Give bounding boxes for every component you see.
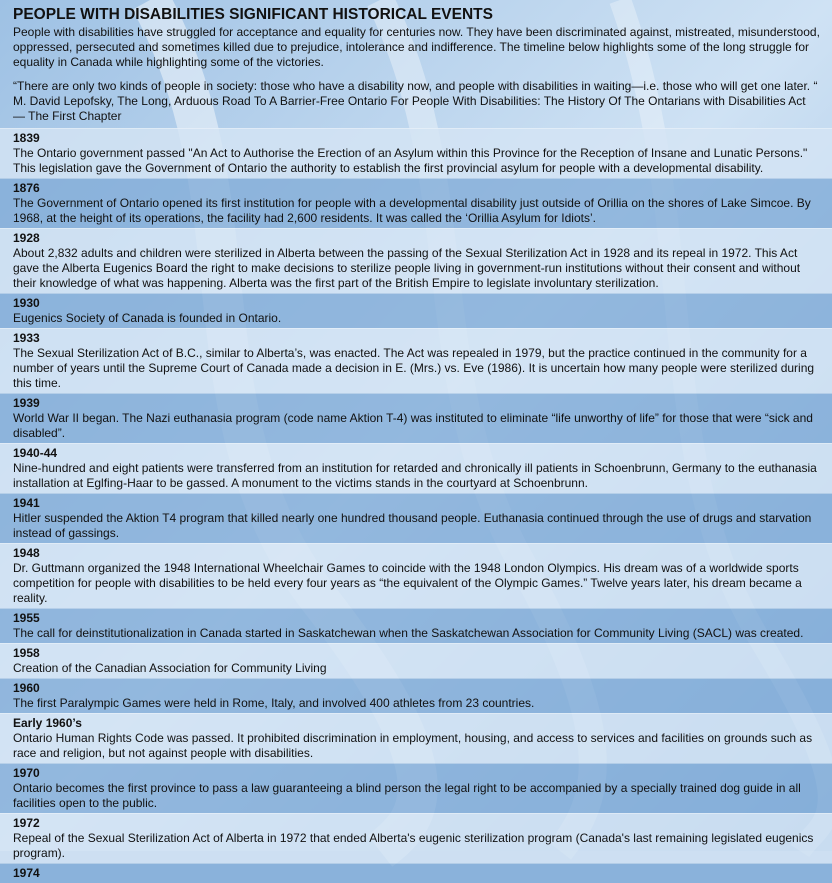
event-year: 1974 xyxy=(13,866,40,880)
event-year: 1939 xyxy=(13,396,40,410)
event-description: The call for deinstitutionalization in Canada started in Saskatchewan when the Saskatchewan Association for Community Living (SACL) was created. xyxy=(13,626,804,640)
timeline-entry xyxy=(0,763,832,813)
intro-quote: “There are only two kinds of people in society: those who have a disability now, and people with disabilities in waiting—i.e. those who will get one later. “ M. David Lepofsky, The Long, Arduous Road To A Barrier-Free Ontario For People With Disabilities: The History Of The Ontarians with Disabilities Act — The First Chapter xyxy=(13,79,818,123)
event-year: 1928 xyxy=(13,231,40,245)
event-description: Dr. Guttmann organized the 1948 International Wheelchair Games to coincide with the 1948 London Olympics. His dream was of a worldwide sports competition for people with disabilities to be held every four years as “the equivalent of the Olympic Games.” Twelve years later, his dream became a reality. xyxy=(13,561,802,605)
event-description: Repeal of the Sexual Sterilization Act of Alberta in 1972 that ended Alberta's eugenic sterilization program (Canada's last remaining legislated eugenics program). xyxy=(13,831,814,860)
timeline-entry xyxy=(0,543,832,608)
event-year: 1972 xyxy=(13,816,40,830)
timeline-entry xyxy=(0,128,832,178)
event-year: 1839 xyxy=(13,131,40,145)
timeline-entry xyxy=(0,713,832,763)
event-description: The Government of Ontario opened its first institution for people with a developmental disability just outside of Orillia on the shores of Lake Simcoe. By 1968, at the height of its operations, the facility had 2,600 residents. It was called the ‘Orillia Asylum for Idiots’. xyxy=(13,196,811,225)
event-year: 1933 xyxy=(13,331,40,345)
event-year: 1930 xyxy=(13,296,40,310)
timeline-entry xyxy=(0,178,832,228)
timeline-entry xyxy=(0,813,832,863)
event-description: Creation of the Canadian Association for Community Living xyxy=(13,661,327,675)
event-year: 1948 xyxy=(13,546,40,560)
timeline-entry xyxy=(0,643,832,678)
event-year: 1970 xyxy=(13,766,40,780)
timeline-entry xyxy=(0,228,832,293)
event-description: The Sexual Sterilization Act of B.C., similar to Alberta’s, was enacted. The Act was repealed in 1979, but the practice continued in the community for a number of years until the Supreme Court of Canada made a decision in E. (Mrs.) vs. Eve (1986). It is uncertain how many people were sterilized during this time. xyxy=(13,346,815,390)
event-year: Early 1960’s xyxy=(13,716,82,730)
event-year: 1940-44 xyxy=(13,446,58,460)
event-description: Ontario becomes the first province to pass a law guaranteeing a blind person the legal right to be accompanied by a specially trained dog guide in all facilities open to the public. xyxy=(13,781,801,810)
timeline-entry xyxy=(0,393,832,443)
intro-paragraph: People with disabilities have struggled for acceptance and equality for centuries now. They have been discriminated against, mistreated, misunderstood, oppressed, persecuted and sometimes killed due to prejudice, intolerance and indifference. The timeline below highlights some of the long struggle for equality in Canada while highlighting some of the victories. xyxy=(13,25,820,69)
timeline-entry xyxy=(0,608,832,643)
page-title: PEOPLE WITH DISABILITIES SIGNIFICANT HISTORICAL EVENTS xyxy=(13,6,493,23)
event-description: The Ontario government passed "An Act to Authorise the Erection of an Asylum within this Province for the Reception of Insane and Lunatic Persons." This legislation gave the Government of Ontario the authority to establish the first provincial asylum for people with a developmental disability. xyxy=(13,146,808,175)
event-description: Nine-hundred and eight patients were transferred from an institution for retarded and chronically ill patients in Schoenbrunn, Germany to the euthanasia installation at Eglfing-Haar to be gassed. A monument to the victims stands in the courtyard at Schoenbrunn. xyxy=(13,461,817,490)
event-year: 1876 xyxy=(13,181,40,195)
event-description: Ontario Human Rights Code was passed. It prohibited discrimination in employment, housing, and access to services and facilities on grounds such as race and religion, but not against people with disabilities. xyxy=(13,731,813,760)
timeline-entry xyxy=(0,293,832,328)
timeline-entry xyxy=(0,493,832,543)
intro-section xyxy=(0,0,832,128)
event-description: Eugenics Society of Canada is founded in Ontario. xyxy=(13,311,282,325)
event-year: 1941 xyxy=(13,496,40,510)
event-description: World War II began. The Nazi euthanasia program (code name Aktion T-4) was instituted to eliminate “life unworthy of life” for those that were “sick and disabled”. xyxy=(13,411,813,440)
event-year: 1955 xyxy=(13,611,40,625)
event-description: The first Paralympic Games were held in Rome, Italy, and involved 400 athletes from 23 countries. xyxy=(13,696,535,710)
timeline xyxy=(0,128,832,883)
timeline-entry xyxy=(0,443,832,493)
timeline-entry xyxy=(0,328,832,393)
event-year: 1958 xyxy=(13,646,40,660)
timeline-entry xyxy=(0,863,832,883)
event-description: About 2,832 adults and children were sterilized in Alberta between the passing of the Sexual Sterilization Act in 1928 and its repeal in 1972. This Act gave the Alberta Eugenics Board the right to make decisions to sterilize people living in government-run institutions without their consent and without their knowledge of what was happening. Alberta was the first part of the British Empire to legislate involuntary sterilization. xyxy=(13,246,801,290)
event-year: 1960 xyxy=(13,681,40,695)
timeline-entry xyxy=(0,678,832,713)
event-description: Hitler suspended the Aktion T4 program that killed nearly one hundred thousand people. Euthanasia continued through the use of drugs and starvation instead of gassings. xyxy=(13,511,812,540)
